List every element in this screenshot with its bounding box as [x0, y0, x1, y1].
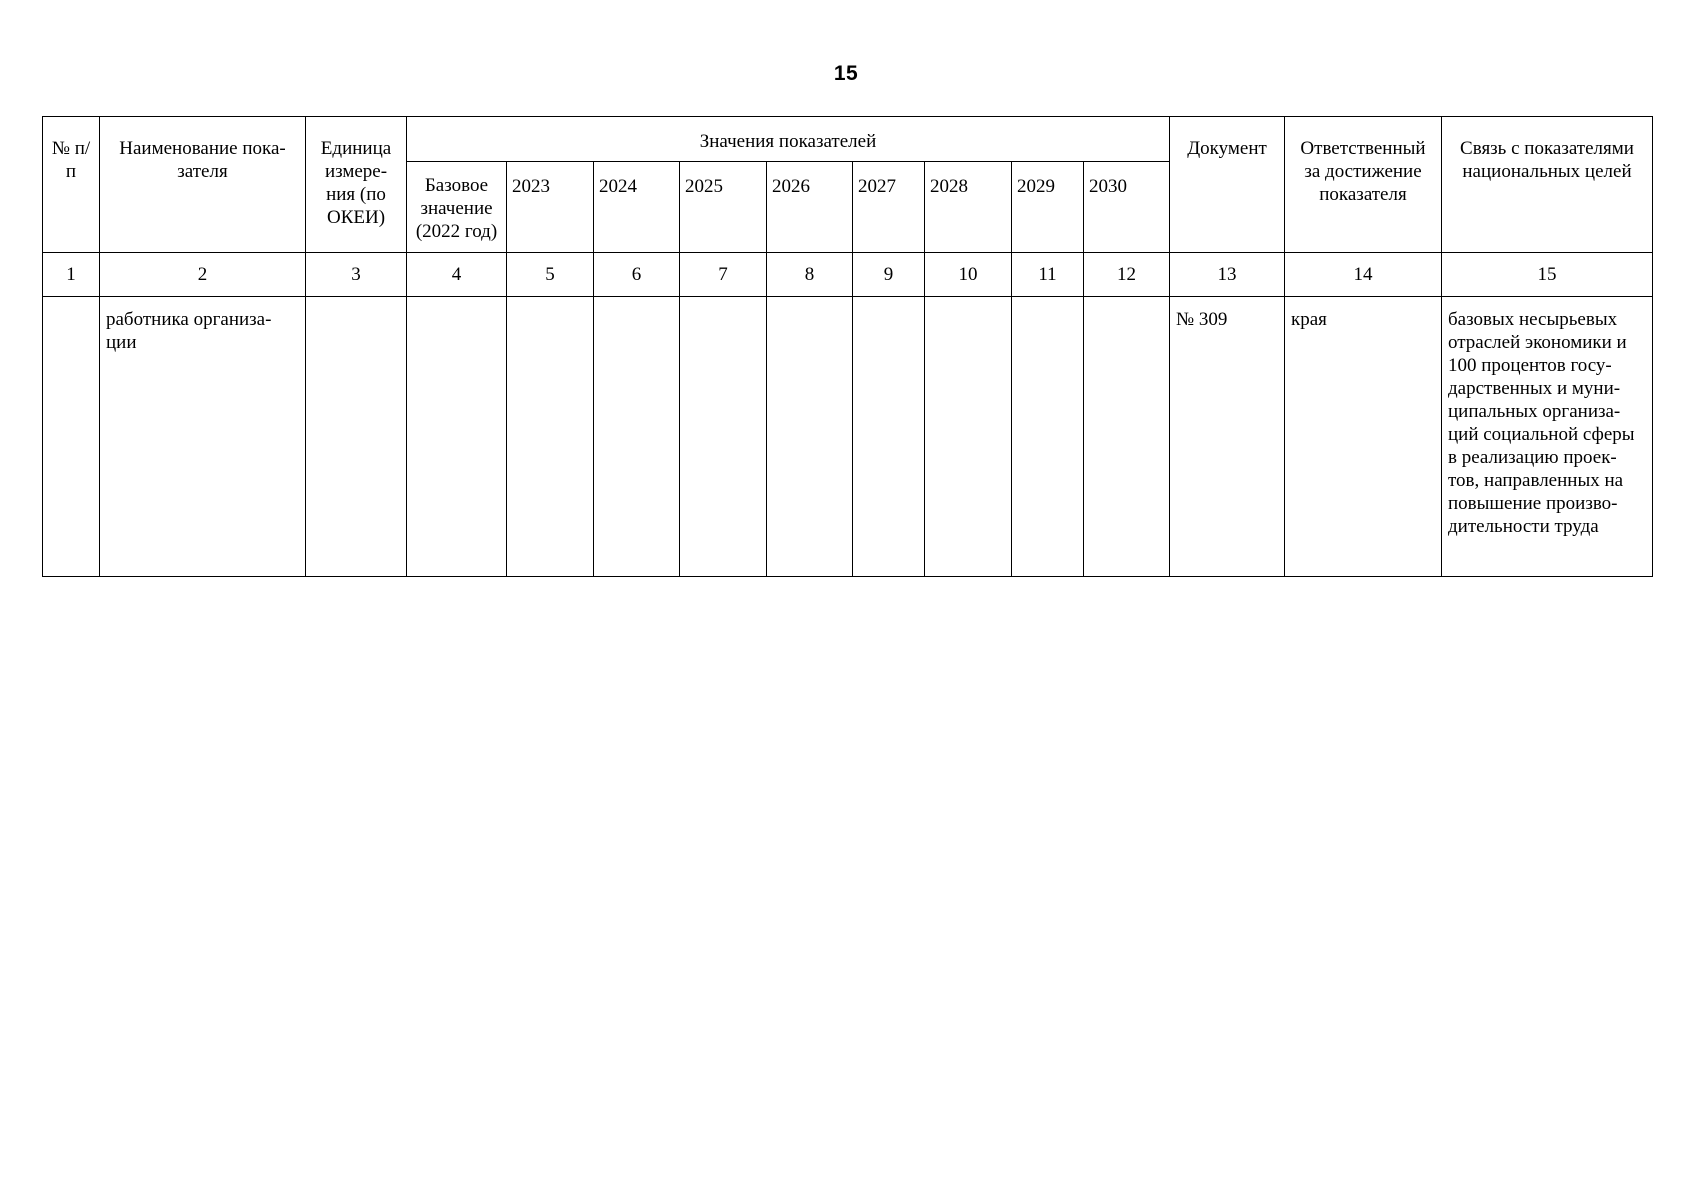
cell-unit: [306, 297, 407, 577]
column-number: 11: [1012, 253, 1084, 297]
cell-document: № 309: [1170, 297, 1285, 577]
header-base-value: Базовое значение (2022 год): [407, 162, 507, 253]
header-year-2025: 2025: [680, 162, 767, 253]
column-number: 4: [407, 253, 507, 297]
header-unit: Единица измере-ния (по ОКЕИ): [306, 117, 407, 253]
cell-2030: [1084, 297, 1170, 577]
column-number: 6: [594, 253, 680, 297]
header-year-2026: 2026: [767, 162, 853, 253]
cell-2025: [680, 297, 767, 577]
header-year-2028: 2028: [925, 162, 1012, 253]
cell-indicator-name: работника организа-ции: [100, 297, 306, 577]
cell-2028: [925, 297, 1012, 577]
column-number-row: [43, 253, 1653, 297]
cell-responsible: края: [1285, 297, 1442, 577]
column-number: 10: [925, 253, 1012, 297]
column-number: 1: [43, 253, 100, 297]
column-number: 13: [1170, 253, 1285, 297]
header-link: Связь с показателями национальных целей: [1442, 117, 1653, 253]
cell-2029: [1012, 297, 1084, 577]
column-number: 7: [680, 253, 767, 297]
header-num: № п/п: [43, 117, 100, 253]
cell-2027: [853, 297, 925, 577]
column-number: 12: [1084, 253, 1170, 297]
table-row: [43, 297, 1653, 577]
cell-num: [43, 297, 100, 577]
cell-national-goals-link: базовых несырьевых отраслей экономики и 100 процентов госу-дарственных и муни-ципальных организа-ций социальной сферы в реализацию проек-тов, направленных на повышение произво-дительности труда: [1442, 297, 1653, 577]
indicators-table: [42, 116, 1653, 577]
header-document: Документ: [1170, 117, 1285, 253]
column-number: 2: [100, 253, 306, 297]
column-number: 5: [507, 253, 594, 297]
header-values-group: Значения показателей: [407, 117, 1170, 162]
cell-2024: [594, 297, 680, 577]
column-number: 8: [767, 253, 853, 297]
cell-2026: [767, 297, 853, 577]
column-number: 14: [1285, 253, 1442, 297]
column-number: 9: [853, 253, 925, 297]
header-year-2023: 2023: [507, 162, 594, 253]
header-row: [43, 117, 1653, 162]
header-year-2024: 2024: [594, 162, 680, 253]
header-responsible: Ответственный за достижение показателя: [1285, 117, 1442, 253]
page-number: 15: [833, 62, 859, 85]
header-year-2029: 2029: [1012, 162, 1084, 253]
column-number: 15: [1442, 253, 1653, 297]
cell-base-value: [407, 297, 507, 577]
cell-2023: [507, 297, 594, 577]
header-name: Наименование пока-зателя: [100, 117, 306, 253]
header-year-2027: 2027: [853, 162, 925, 253]
column-number: 3: [306, 253, 407, 297]
header-year-2030: 2030: [1084, 162, 1170, 253]
